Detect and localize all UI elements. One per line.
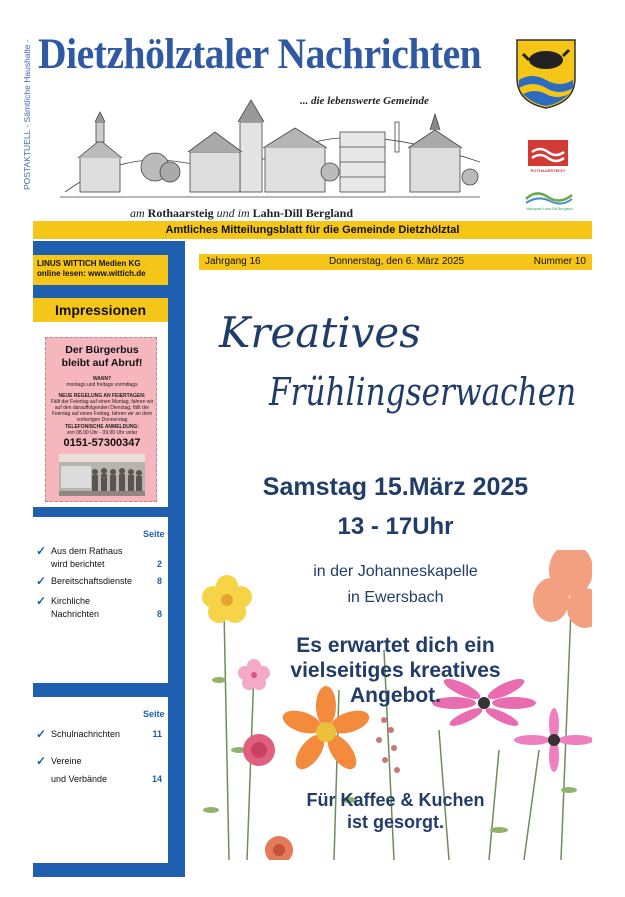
- region-rothaarsteig: Rothaarsteig: [147, 206, 214, 220]
- toc-page-heading: Seite: [143, 529, 165, 539]
- publisher-name: LINUS WITTICH Medien KG: [37, 259, 141, 268]
- coat-of-arms-icon: [515, 38, 577, 110]
- rothaar-logo-text: ROTHAARSTEIG®: [530, 168, 566, 173]
- region-line: [130, 206, 353, 221]
- checkmark-icon: ✓: [36, 727, 47, 741]
- publisher-box: [33, 255, 168, 285]
- poster-script-line-2: Frühlingserwachen: [269, 370, 577, 414]
- toc-item-page: 11: [152, 729, 162, 739]
- toc-page-heading: Seite: [143, 709, 165, 719]
- event-venue-line-2: in Ewersbach: [347, 589, 444, 606]
- buergerbus-title-line-2: bleibt auf Abruf!: [61, 357, 143, 369]
- checkmark-icon: ✓: [36, 544, 47, 558]
- toc-item-label: Kirchliche Nachrichten: [51, 596, 100, 619]
- toc-item-label: Aus dem Rathaus wird berichtet: [51, 546, 123, 569]
- phone-booking-label: TELEFONISCHE ANMELDUNG:: [65, 424, 139, 430]
- toc-item-label: Bereitschaftsdienste: [51, 576, 133, 586]
- wann-label: WANN?: [92, 376, 112, 382]
- event-time: 13 - 17Uhr: [337, 513, 454, 540]
- region-lahn-dill: Lahn-Dill Bergland: [252, 206, 354, 220]
- coffee-line-1: Für Kaffee & Kuchen: [306, 790, 485, 810]
- issue-info-bar: [199, 254, 592, 270]
- toc-item-vereine[interactable]: [36, 752, 166, 784]
- offer-line-2: vielseitiges kreatives: [290, 659, 501, 682]
- impressionen-heading: Impressionen: [33, 298, 168, 322]
- checkmark-icon: ✓: [36, 594, 47, 608]
- region-pre: am: [130, 206, 145, 220]
- checkmark-icon: ✓: [36, 754, 47, 768]
- naturpark-logo: [524, 187, 574, 213]
- offer-line-1: Es erwartet dich ein: [296, 634, 495, 657]
- buergerbus-title: [46, 344, 158, 370]
- event-date: Samstag 15.März 2025: [262, 473, 529, 501]
- group-photo-image: [59, 454, 145, 496]
- buergerbus-title-line-1: Der Bürgerbus: [65, 344, 139, 356]
- toc-item-label: Vereine und Verbände: [51, 756, 108, 784]
- subtitle-bar: Amtliches Mitteilungsblatt für die Gemeinde Dietzhölztal: [33, 221, 592, 239]
- toc-item-kirchliche-nachrichten[interactable]: [36, 595, 166, 621]
- distribution-note: POSTAKTUELL - Sämtliche Haushalte -: [22, 39, 32, 190]
- phone-booking-hours: von 08.00 Uhr - 09.00 Uhr unter: [66, 430, 138, 436]
- region-mid: und im: [216, 206, 250, 220]
- naturpark-logo-text: Naturpark Lahn-Dill-Bergland: [526, 207, 573, 211]
- table-of-contents-1: [33, 517, 168, 683]
- toc-item-schulnachrichten[interactable]: [36, 728, 166, 741]
- publisher-online-link[interactable]: online lesen: www.wittich.de: [37, 269, 146, 278]
- coffee-line-2: ist gesorgt.: [346, 812, 444, 832]
- holiday-rule-label: NEUE REGELUNG AN FEIERTAGEN:: [58, 393, 146, 399]
- issue-number: Nummer 10: [533, 256, 586, 267]
- buergerbus-flyer: [45, 337, 157, 502]
- holiday-rule-text: Fällt der Feiertag auf einen Montag, fahren wir auf den darauffolgenden Dienstag, fällt der Feiertag auf einen Freitag, fahren wir an dem vorherigen Donnerstag: [50, 399, 154, 423]
- village-sketch-illustration: [60, 92, 480, 200]
- event-poster: [199, 300, 592, 860]
- issue-volume: Jahrgang 16: [205, 256, 261, 267]
- toc-item-page: 8: [156, 576, 162, 586]
- issue-date: Donnerstag, den 6. März 2025: [329, 256, 465, 267]
- toc-item-rathaus[interactable]: [36, 545, 166, 571]
- table-of-contents-2: [33, 697, 168, 863]
- event-venue-line-1: in der Johanneskapelle: [313, 563, 478, 580]
- offer-line-3: Angebot.: [350, 684, 441, 707]
- poster-script-line-1: Kreatives: [219, 308, 421, 357]
- phone-number: 0151-57300347: [63, 437, 141, 449]
- rothaarsteig-logo: [526, 138, 570, 174]
- slogan: ... die lebenswerte Gemeinde: [300, 95, 429, 107]
- wann-text: montags und freitags vormittags: [66, 382, 138, 388]
- toc-item-label: Schulnachrichten: [51, 729, 121, 739]
- checkmark-icon: ✓: [36, 574, 47, 588]
- toc-item-page: 2: [156, 559, 162, 569]
- toc-item-page: 14: [151, 774, 162, 784]
- toc-item-bereitschaftsdienste[interactable]: [36, 575, 166, 588]
- toc-item-page: 8: [156, 609, 162, 619]
- newspaper-title: Dietzhölztaler Nachrichten: [38, 31, 482, 78]
